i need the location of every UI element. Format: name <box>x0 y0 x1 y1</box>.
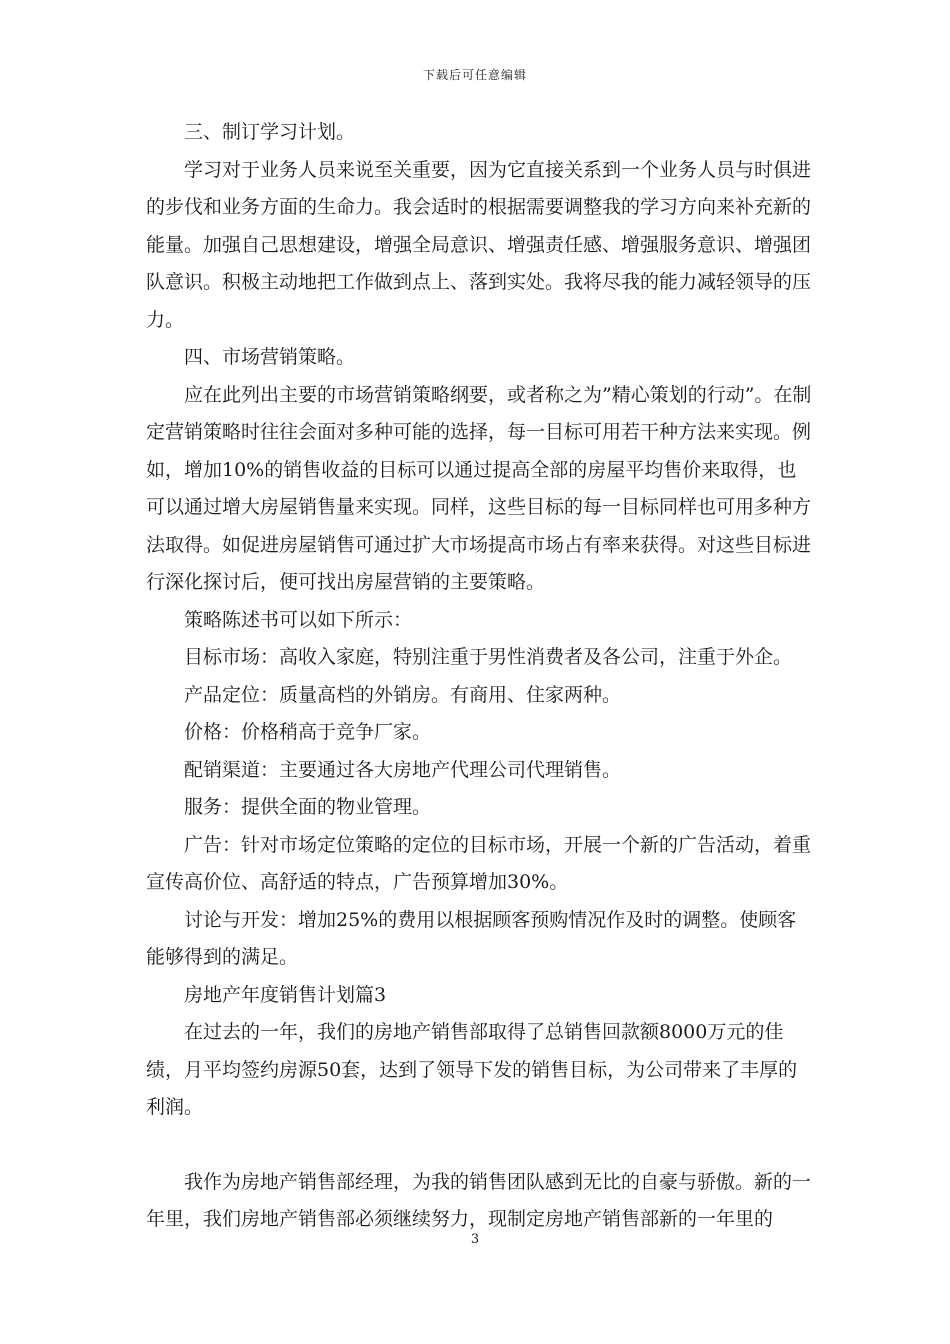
page-number: 3 <box>470 1232 480 1247</box>
strategy-item: 广告：针对市场定位策略的定位的目标市场，开展一个新的广告活动，着重宣传高价位、高舒适的特点，广告预算增加30%。 <box>146 833 812 893</box>
section-heading: 三、制订学习计划。 <box>184 121 356 143</box>
strategy-item: 产品定位：质量高档的外销房。有商用、住家两种。 <box>184 683 622 706</box>
body-paragraph: 学习对于业务人员来说至关重要，因为它直接关系到一个业务人员与时俱进的步伐和业务方面的生命力。我会适时的根据需要调整我的学习方向来补充新的能量。加强自己思想建设，增强全局意识、增强责任感、增强服务意识、增强团队意识。积极主动地把工作做到点上、落到实处。我将尽我的能力减轻领导的压力。 <box>146 158 812 331</box>
strategy-item: 讨论与开发：增加25%的费用以根据顾客预购情况作及时的调整。使顾客能够得到的满足。 <box>146 908 797 968</box>
section-heading: 四、市场营销策略。 <box>184 346 356 368</box>
strategy-item: 配销渠道：主要通过各大房地产代理公司代理销售。 <box>184 758 622 781</box>
body-paragraph: 应在此列出主要的市场营销策略纲要，或者称之为”精心策划的行动”。在制定营销策略时往往会面对多种可能的选择，每一目标可用若干种方法来实现。例如，增加10%的销售收益的目标可以通过提高全部的房屋平均售价来取得，也可以通过增大房屋销售量来实现。同样，这些目标的每一目标同样也可用多种方法取得。如促进房屋销售可通过扩大市场提高市场占有率来获得。对这些目标进行深化探讨后，便可找出房屋营销的主要策略。 <box>146 383 812 593</box>
document-body <box>146 114 812 1239</box>
strategy-item: 价格：价格稍高于竞争厂家。 <box>184 721 432 743</box>
body-paragraph: 在过去的一年，我们的房地产销售部取得了总销售回款额8000万元的佳绩，月平均签约房源50套，达到了领导下发的销售目标，为公司带来了丰厚的利润。 <box>146 1021 798 1118</box>
page-header: 下载后可任意编辑 <box>422 68 527 82</box>
strategy-item: 服务：提供全面的物业管理。 <box>184 796 432 818</box>
body-paragraph: 我作为房地产销售部经理，为我的销售团队感到无比的自豪与骄傲。新的一年里，我们房地产销售部必须继续努力，现制定房地产销售部新的一年里的 <box>146 1170 812 1230</box>
article-title: 房地产年度销售计划篇3 <box>184 983 387 1006</box>
strategy-item: 目标市场：高收入家庭，特别注重于男性消费者及各公司，注重于外企。 <box>184 646 793 668</box>
body-paragraph: 策略陈述书可以如下所示： <box>184 608 413 631</box>
